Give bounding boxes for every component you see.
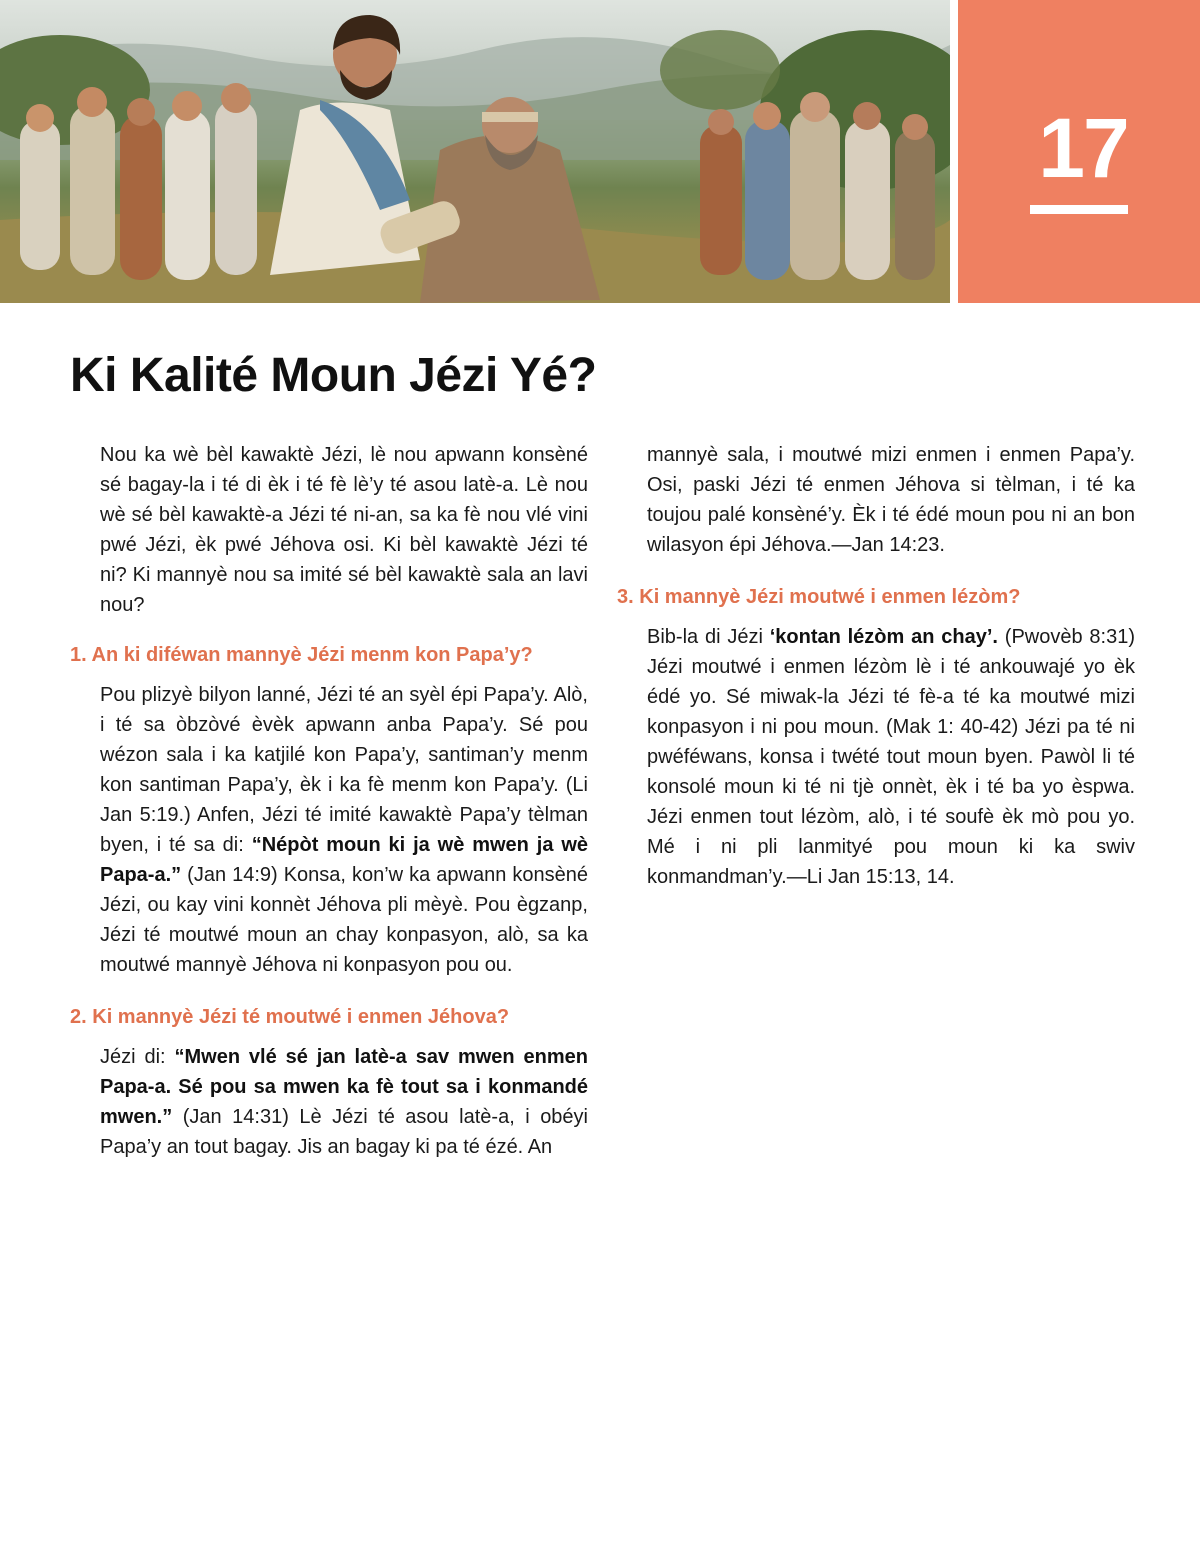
answer-text: Bib-la di Jézi [647,626,770,648]
question-number: 3. [617,586,634,608]
scripture-quote: “Népòt moun ki ja wè mwen ja wè Papa-a.” [100,834,588,886]
answer-text: (Pwovèb 8:31) Jézi moutwé i enmen lézòm lè i té ankouwajé yo èk édé yo. Sé miwak-la Jézi té fè-a té ka moutwé mizi konpasyon i ni pou moun. (Mak 1: 40-42) Jézi pa té ni pwéféwans, konsa i twété tout moun byen. Pawòl li té konsolé moun ki té ni tjè onnèt, èk i té ba yo èspwa. Jézi enmen tout lézòm, alò, i té soufè èk mò pou yo. Mé i ni pli lanmityé pou moun ki ka swiv konmandman’y.—Li Jan 15:13, 14. [647,626,1135,888]
answer-text: (Jan 14:9) Konsa, kon’w ka apwann konsèné Jézi, ou kay vini konnèt Jéhova pli mèyè. Pou ègzanp, Jézi té moutwé moun an chay konpasyon, alò, sa ka moutwé mannyè Jéhova ni konpasyon pou ou. [100,864,588,976]
question-text: Ki mannyè Jézi té moutwé i enmen Jéhova? [92,1006,510,1028]
text-column-right [617,440,1135,888]
intro-paragraph: Nou ka wè bèl kawaktè Jézi, lè nou apwann konsèné sé bagay-la i té di èk i té fè lè’y té asou latè-a. Lè nou wè sé bèl kawaktè-a Jézi té ni-an, sa ka fè nou vlé vini pwé Jézi, èk pwé Jéhova osi. Ki bèl kawaktè Jézi té ni? Ki mannyè nou sa imité sé bèl kawaktè sala an lavi nou? [100,444,588,616]
question-2 [70,1002,588,1032]
answer-2-continued [647,440,1135,560]
answer-text: Pou plizyè bilyon lanné, Jézi té an syèl épi Papa’y. Alò, i té sa òbzòvé èvèk apwann anba Papa’y. Sé pou wézon sala i ka katjilé kon Papa’y, santiman’y menm kon santiman Papa’y, èk i ka fè menm kon Papa’y. (Li Jan 5:19.) Anfen, Jézi té imité kawaktè Papa’y tèlman byen, i té sa di: [100,684,588,856]
page-title: Ki Kalité Moun Jézi Yé? [70,349,597,402]
answer-3 [647,622,1135,892]
question-1 [70,640,588,670]
question-3 [617,582,1135,612]
chapter-number: 17 [1038,101,1128,195]
question-text: Ki mannyè Jézi moutwé i enmen lézòm? [639,586,1021,608]
scripture-quote: “Mwen vlé sé jan latè-a sav mwen enmen Papa-a. Sé pou sa mwen ka fè tout sa i konmandé mwen.” [100,1046,588,1128]
answer-text: Jézi di: [100,1046,175,1068]
chapter-underline [1030,205,1128,214]
answer-text: mannyè sala, i moutwé mizi enmen i enmen Papa’y. Osi, paski Jézi té enmen Jéhova si tèlman, i té ka toujou palé konsèné’y. Èk i té édé moun pou ni an bon wilasyon épi Jéhova.—Jan 14:23. [647,444,1135,556]
hero-image [0,0,950,303]
chapter-badge [958,0,1200,303]
text-column-left [70,440,588,1184]
answer-text: (Jan 14:31) Lè Jézi té asou latè-a, i obéyi Papa’y an tout bagay. Jis an bagay ki pa té ézé. An [100,1106,588,1158]
question-text: An ki diféwan mannyè Jézi menm kon Papa’y? [91,644,533,666]
hero-illustration [0,0,950,303]
answer-1 [100,680,588,980]
answer-2 [100,1042,588,1162]
question-number: 1. [70,644,87,666]
scripture-quote: ‘kontan lézòm an chay’. [769,626,998,648]
question-number: 2. [70,1006,87,1028]
